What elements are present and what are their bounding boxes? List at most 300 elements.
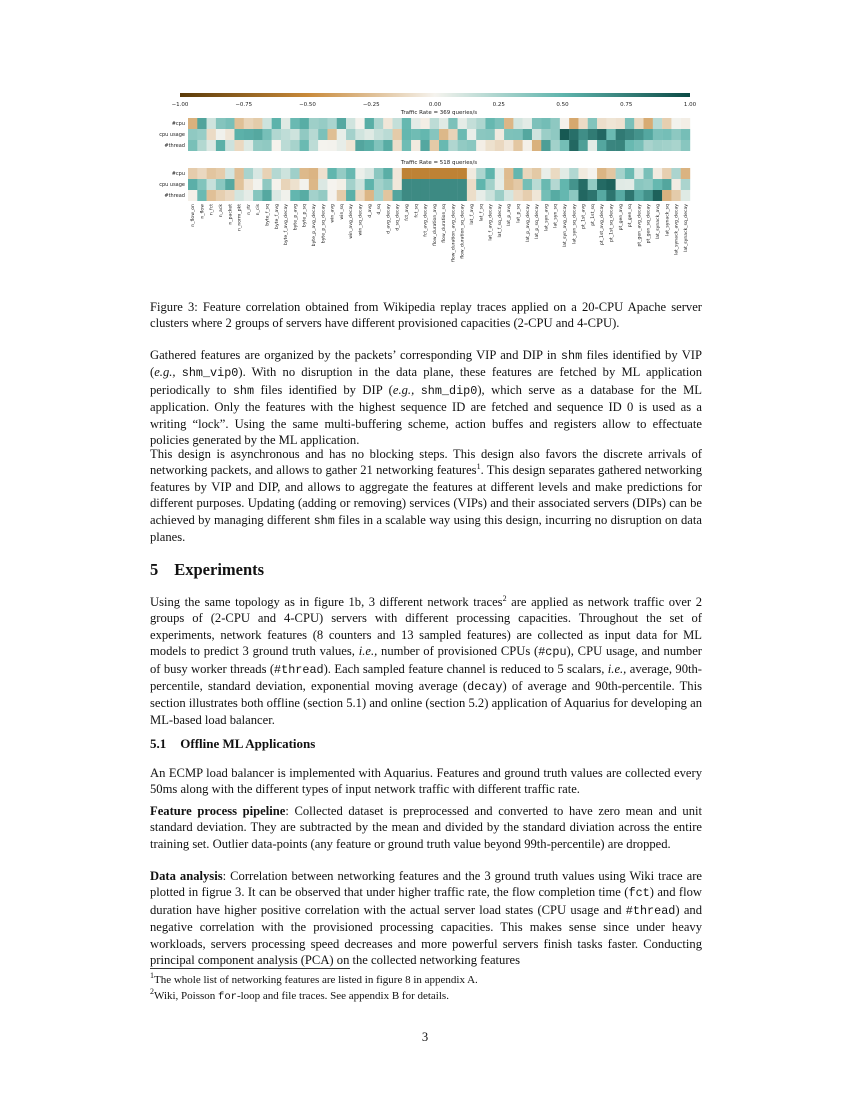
heatmap-cell <box>253 190 262 201</box>
heatmap-cell <box>225 168 234 179</box>
heatmap-cell <box>653 118 662 129</box>
heatmap-cell <box>551 140 560 151</box>
heatmap-cell <box>327 140 336 151</box>
heatmap-cell <box>634 190 643 201</box>
heatmap-cell <box>467 168 476 179</box>
heatmap-cell <box>467 179 476 190</box>
feature-label: win_sq <box>339 204 345 220</box>
heatmap-cell <box>197 168 206 179</box>
heatmap-cell <box>606 140 615 151</box>
heatmap-cell <box>532 190 541 201</box>
heatmap-cell <box>485 190 494 201</box>
footnote-1: $^1$The whole list of networking features are listed in figure 8 in appendix A. <box>150 971 478 986</box>
heatmap-cell <box>588 118 597 129</box>
heatmap-cell <box>234 118 243 129</box>
heatmap-cell <box>560 168 569 179</box>
heatmap-cell <box>383 118 392 129</box>
correlation-heatmap-figure <box>150 90 710 295</box>
heatmap-cell <box>281 140 290 151</box>
feature-label: fct_avg_decay <box>423 204 429 237</box>
heatmap-cell <box>541 140 550 151</box>
heatmap-cell <box>225 140 234 151</box>
feature-label: lat_synack_sq <box>665 204 671 236</box>
heatmap-cell <box>355 129 364 140</box>
heatmap-cell <box>234 190 243 201</box>
heatmap-cell <box>569 118 578 129</box>
heatmap-cell <box>318 140 327 151</box>
heatmap-cell <box>300 118 309 129</box>
heatmap-cell <box>532 140 541 151</box>
heatmap-cell <box>485 168 494 179</box>
heatmap-cell <box>560 179 569 190</box>
heatmap-cell <box>234 179 243 190</box>
heatmap-cell <box>207 118 216 129</box>
feature-label: lat_f_avg_decay <box>488 204 494 241</box>
heatmap-cell <box>300 168 309 179</box>
paragraph-feature-pipeline: Feature process pipeline: Collected dataset is preprocessed and converted to have zero mean and unit standard deviation. They are subtracted by the mean and divided by the standard diviation across the entire training set. Outlier data-points (any feature or ground truth value beyond 99th-percentile) are dropped. <box>150 804 702 851</box>
heatmap-cell <box>616 118 625 129</box>
footnote-ref-2[interactable]: 2 <box>502 594 507 603</box>
heatmap-cell <box>383 190 392 201</box>
heatmap-cell <box>476 118 485 129</box>
heatmap-cell <box>355 118 364 129</box>
heatmap-cell <box>309 168 318 179</box>
heatmap-cell <box>495 118 504 129</box>
heatmap-cell <box>216 129 225 140</box>
heatmap-cell <box>300 190 309 201</box>
heatmap-cell <box>495 140 504 151</box>
heatmap-cell <box>495 129 504 140</box>
heatmap-cell <box>551 190 560 201</box>
heatmap-cell <box>393 179 402 190</box>
heatmap-cell <box>309 129 318 140</box>
heatmap-cell <box>290 168 299 179</box>
heatmap-cell <box>625 140 634 151</box>
heatmap-cell <box>430 190 439 201</box>
heatmap-cell <box>253 168 262 179</box>
feature-label: lat_f_sq <box>479 204 485 222</box>
heatmap-cell <box>476 190 485 201</box>
heatmap-cell <box>662 118 671 129</box>
heatmap-cell <box>578 168 587 179</box>
heatmap-cell <box>281 190 290 201</box>
feature-label: pt_gen_avg_decay <box>637 204 643 247</box>
feature-label: lat_synack_avg <box>655 204 661 239</box>
feature-label: lat_p_sq_decay <box>535 204 541 239</box>
row-label: #thread <box>164 193 185 199</box>
colorbar-ticks <box>172 102 697 108</box>
heatmap-cell <box>411 190 420 201</box>
heatmap-cell <box>458 129 467 140</box>
heatmap-cell <box>188 129 197 140</box>
heatmap-cell <box>560 129 569 140</box>
heatmap-cell <box>216 179 225 190</box>
heatmap-cell <box>430 140 439 151</box>
heatmap-cell <box>383 129 392 140</box>
paragraph-data-analysis: Data analysis: Correlation between networking features and the 3 ground truth values using Wiki trace are plotted in figrue 3. It can be observed that under higher traffic rate, the flow completion time (fct) and flow duration have higher positive correlation with the actual server load states (CPU usage and #thread) and negative correlation with the provisioned processing capacities. This makes sense since under heavy workloads, servers processing speed decreases and more powerful servers finish tasks faster. Conducting principal component analysis (PCA) on the collected networking features <box>150 869 702 968</box>
heatmap-cell <box>253 129 262 140</box>
heatmap-cell <box>569 140 578 151</box>
heatmap-cell <box>476 179 485 190</box>
heatmap-cell <box>551 168 560 179</box>
heatmap-cell <box>365 190 374 201</box>
heatmap-cell <box>523 140 532 151</box>
heatmap-cell <box>569 168 578 179</box>
feature-label: win_sq_decay <box>358 204 364 236</box>
heatmap-cell <box>597 168 606 179</box>
colorbar-tick-label: 0.00 <box>428 102 442 108</box>
feature-label: flow_duration_sq <box>442 204 448 243</box>
heatmap-cell <box>634 140 643 151</box>
heatmap-cell <box>207 168 216 179</box>
heatmap-cell <box>513 118 522 129</box>
heatmap-cell <box>476 129 485 140</box>
heatmap-cell <box>448 129 457 140</box>
heatmap-cell <box>318 118 327 129</box>
heatmap-cell <box>188 190 197 201</box>
heatmap-cell <box>393 129 402 140</box>
heatmap-cell <box>188 118 197 129</box>
heatmap-cell <box>551 118 560 129</box>
heatmap-cell <box>504 168 513 179</box>
heatmap-cell <box>448 190 457 201</box>
heatmap-cell <box>504 190 513 201</box>
heatmap-cell <box>616 140 625 151</box>
heatmap-cell <box>513 190 522 201</box>
heatmap-cell <box>597 140 606 151</box>
heatmap-cell <box>393 190 402 201</box>
heatmap-cell <box>346 118 355 129</box>
heatmap-cell <box>346 168 355 179</box>
heatmap-cell <box>560 140 569 151</box>
heatmap-cell <box>244 129 253 140</box>
heatmap-cell <box>318 168 327 179</box>
heatmap-cell <box>225 129 234 140</box>
feature-label: lat_f_avg <box>470 204 476 225</box>
heatmap-cell <box>346 179 355 190</box>
heatmap-cell <box>606 190 615 201</box>
heatmap-cell <box>411 118 420 129</box>
heatmap-cell <box>365 118 374 129</box>
heatmap-cell <box>671 118 680 129</box>
feature-label: fct_avg <box>404 204 410 221</box>
feature-label: pt_gen_sq_decay <box>646 203 652 244</box>
colorbar-tick-label: −0.25 <box>362 102 380 108</box>
heatmap-cell <box>485 179 494 190</box>
section-5-1-heading: 5.1 Offline ML Applications <box>150 736 316 751</box>
heatmap-cell <box>681 179 690 190</box>
heatmap-cell <box>439 179 448 190</box>
heatmap-cell <box>272 190 281 201</box>
heatmap-cell <box>272 129 281 140</box>
feature-label: flow_duration_sq_decay <box>460 204 466 259</box>
heatmap-cell <box>234 129 243 140</box>
feature-label: d_sq_decay <box>395 204 401 231</box>
panel-title: Traffic Rate = 369 queries/s <box>400 110 478 116</box>
heatmap-cell <box>411 179 420 190</box>
heatmap-cell <box>644 179 653 190</box>
feature-label: pt_1st_sq <box>590 204 596 226</box>
heatmap-cell <box>262 179 271 190</box>
feature-label: lat_p_avg_decay <box>525 204 531 242</box>
heatmap-cell <box>290 140 299 151</box>
colorbar-tick-label: 0.25 <box>492 102 505 108</box>
footnote-ref-1[interactable]: 1 <box>476 462 481 472</box>
heatmap-cell <box>513 129 522 140</box>
heatmap-cell <box>402 140 411 151</box>
heatmap-cell <box>467 129 476 140</box>
heatmap-cell <box>448 168 457 179</box>
heatmap-cell <box>420 140 429 151</box>
heatmap-cell <box>430 129 439 140</box>
heatmap-cell <box>327 179 336 190</box>
heatmap-cell <box>420 168 429 179</box>
heatmap-cell <box>625 179 634 190</box>
feature-label: lat_synack_sq_decay <box>683 204 689 252</box>
heatmap-cell <box>309 190 318 201</box>
feature-label: pt_gen_avg <box>618 204 624 231</box>
heatmap-cell <box>244 140 253 151</box>
heatmap-cell <box>262 129 271 140</box>
heatmap-cell <box>523 190 532 201</box>
heatmap-cell <box>513 140 522 151</box>
heatmap-cell <box>225 179 234 190</box>
feature-axis-labels <box>190 203 689 262</box>
heatmap-cell <box>207 179 216 190</box>
heatmap-cell <box>355 168 364 179</box>
heatmap-cell <box>681 168 690 179</box>
heatmap-cell <box>337 140 346 151</box>
heatmap-cell <box>671 140 680 151</box>
heatmap-cell <box>309 179 318 190</box>
heatmap-cell <box>290 118 299 129</box>
heatmap-cell <box>458 168 467 179</box>
heatmap-cell <box>337 168 346 179</box>
feature-label: n_cis <box>256 204 262 216</box>
feature-label: d_avg_decay <box>386 203 392 234</box>
heatmap-cell <box>402 129 411 140</box>
heatmap-cell <box>523 118 532 129</box>
heatmap-cell <box>439 140 448 151</box>
heatmap-cell <box>541 168 550 179</box>
feature-label: win_avg_decay <box>349 204 355 239</box>
heatmap-cell <box>681 190 690 201</box>
heatmap-cell <box>644 168 653 179</box>
heatmap-cell <box>383 179 392 190</box>
heatmap-cell <box>467 140 476 151</box>
heatmap-cell <box>532 168 541 179</box>
feature-label: byte_p_avg <box>293 204 299 231</box>
heatmap-cell <box>616 168 625 179</box>
heatmap-cell <box>318 179 327 190</box>
heatmap-cell <box>606 118 615 129</box>
heatmap-cell <box>355 190 364 201</box>
heatmap-cell <box>597 118 606 129</box>
heatmap-cell <box>439 118 448 129</box>
heatmap-cell <box>327 190 336 201</box>
heatmap-cell <box>495 179 504 190</box>
heatmap-cell <box>504 140 513 151</box>
heatmap-cell <box>625 168 634 179</box>
heatmap-cell <box>458 190 467 201</box>
heatmap-cell <box>560 118 569 129</box>
row-label: #cpu <box>171 121 185 127</box>
heatmap-cell <box>523 129 532 140</box>
heatmap-cell <box>597 179 606 190</box>
heatmap-cell <box>272 118 281 129</box>
heatmap-cell <box>653 168 662 179</box>
heatmap-cell <box>476 140 485 151</box>
heatmap-cell <box>495 168 504 179</box>
heatmap-cell <box>337 118 346 129</box>
heatmap-cell <box>588 129 597 140</box>
heatmap-cell <box>485 118 494 129</box>
feature-label: pt_1st_sq_decay <box>609 204 615 242</box>
heatmap-cell <box>374 118 383 129</box>
heatmap-cell <box>411 168 420 179</box>
paragraph-ecmp: An ECMP load balancer is implemented with Aquarius. Features and ground truth values are collected every 50ms along with the different types of input network traffic with different traffic rate. <box>150 766 702 797</box>
page-number: 3 <box>421 1030 429 1044</box>
row-label: #thread <box>164 143 185 149</box>
feature-label: flow_duration_avg <box>432 204 438 246</box>
panel-title: Traffic Rate = 518 queries/s <box>400 160 478 166</box>
heatmap-cell <box>644 190 653 201</box>
heatmap-cell <box>541 129 550 140</box>
heatmap-cell <box>606 129 615 140</box>
heatmap-cell <box>337 129 346 140</box>
heatmap-cell <box>402 179 411 190</box>
heatmap-cell <box>216 118 225 129</box>
heatmap-cell <box>272 168 281 179</box>
heatmap-cell <box>430 168 439 179</box>
heatmap-cell <box>420 129 429 140</box>
heatmap-cell <box>309 140 318 151</box>
heatmap-cell <box>197 190 206 201</box>
footnote-2: $^2$Wiki, Poisson for-loop and file traces. See appendix B for details. <box>150 987 449 1003</box>
heatmap-cell <box>458 140 467 151</box>
feature-label: lat_syn_sq_decay <box>572 204 578 244</box>
heatmap-cell <box>355 140 364 151</box>
heatmap-cell <box>597 190 606 201</box>
heatmap-cell <box>365 129 374 140</box>
heatmap-cell <box>318 190 327 201</box>
heatmap-cell <box>374 190 383 201</box>
heatmap-cell <box>448 179 457 190</box>
heatmap-cell <box>327 129 336 140</box>
heatmap-cell <box>337 190 346 201</box>
heatmap-cell <box>290 179 299 190</box>
heatmap-cell <box>671 168 680 179</box>
feature-label: win_avg <box>330 204 336 223</box>
heatmap-cell <box>393 168 402 179</box>
heatmap-cell <box>253 140 262 151</box>
heatmap-cell <box>588 168 597 179</box>
heatmap-cell <box>588 140 597 151</box>
heatmap-cell <box>662 140 671 151</box>
feature-label: lat_syn_avg_decay <box>563 204 568 248</box>
heatmap-cell <box>541 179 550 190</box>
colorbar-tick-label: 1.00 <box>683 102 697 108</box>
heatmap-cell <box>616 129 625 140</box>
feature-label: n_flow <box>200 204 206 219</box>
feature-label: n_rtr <box>246 204 252 215</box>
heatmap-cell <box>300 140 309 151</box>
heatmap-cell <box>634 129 643 140</box>
heatmap-cell <box>244 118 253 129</box>
heatmap-cell <box>485 140 494 151</box>
heatmap-cell <box>467 118 476 129</box>
heatmap-cell <box>662 168 671 179</box>
heatmap-cell <box>374 179 383 190</box>
heatmap-cell <box>309 118 318 129</box>
heatmap-cell <box>532 118 541 129</box>
heatmap-cell <box>625 129 634 140</box>
heatmap-cell <box>262 140 271 151</box>
heatmap-cell <box>606 179 615 190</box>
heatmap-cell <box>327 168 336 179</box>
feature-label: n_packet <box>228 204 234 225</box>
paragraph-shm-features: Gathered features are organized by the packets’ corresponding VIP and DIP in shm files identified by VIP (e.g., shm_vip0). With no disruption in the data plane, these features are fetched by ML application periodically to shm files identified by DIP (e.g., shm_dip0), which serve as a database for the ML application. Only the features with the highest sequence ID are fetched and sequence ID 0 is used as a writing “lock”. Using the same multi-buffering scheme, action buffes and registers allow to effectuate policies generated by the ML application. <box>150 348 702 448</box>
heatmap-cell <box>504 179 513 190</box>
heatmap-cell <box>485 129 494 140</box>
heatmap-cell <box>448 140 457 151</box>
heatmap-cell <box>495 190 504 201</box>
heatmap-cell <box>216 190 225 201</box>
heatmap-cell <box>569 129 578 140</box>
heatmap-cell <box>458 179 467 190</box>
feature-label: d_sq <box>377 204 383 215</box>
heatmap-cell <box>588 190 597 201</box>
heatmap-cell <box>476 168 485 179</box>
heatmap-cell <box>578 118 587 129</box>
heatmap-cell <box>671 190 680 201</box>
feature-label: n_ack <box>219 204 225 218</box>
heatmap-cell <box>420 118 429 129</box>
heatmap-cell <box>188 168 197 179</box>
heatmap-cell <box>197 179 206 190</box>
heatmap-cell <box>578 129 587 140</box>
heatmap-cell <box>411 129 420 140</box>
heatmap-cell <box>337 179 346 190</box>
heatmap-cell <box>365 179 374 190</box>
heatmap-cell <box>234 140 243 151</box>
heatmap-cell <box>281 179 290 190</box>
heatmap-cell <box>402 168 411 179</box>
feature-label: byte_p_sq <box>302 204 308 228</box>
heatmap-cell <box>653 179 662 190</box>
heatmap-cell <box>402 190 411 201</box>
heatmap-cell <box>439 168 448 179</box>
heatmap-cell <box>439 190 448 201</box>
heatmap-cell <box>681 140 690 151</box>
feature-label: lat_p_sq <box>516 204 522 223</box>
heatmap-cell <box>420 190 429 201</box>
heatmap-cell <box>662 190 671 201</box>
heatmap-cell <box>448 118 457 129</box>
heatmap-cell <box>262 168 271 179</box>
heatmap-cell <box>504 129 513 140</box>
heatmap-cell <box>290 190 299 201</box>
heatmap-cell <box>281 118 290 129</box>
heatmap-cell <box>625 190 634 201</box>
feature-label: lat_f_sq_decay <box>497 204 503 238</box>
heatmap-cell <box>504 118 513 129</box>
heatmap-cell <box>458 118 467 129</box>
heatmap-cell <box>616 190 625 201</box>
heatmap-cell <box>374 129 383 140</box>
heatmap-cell <box>318 129 327 140</box>
heatmap-cell <box>253 118 262 129</box>
